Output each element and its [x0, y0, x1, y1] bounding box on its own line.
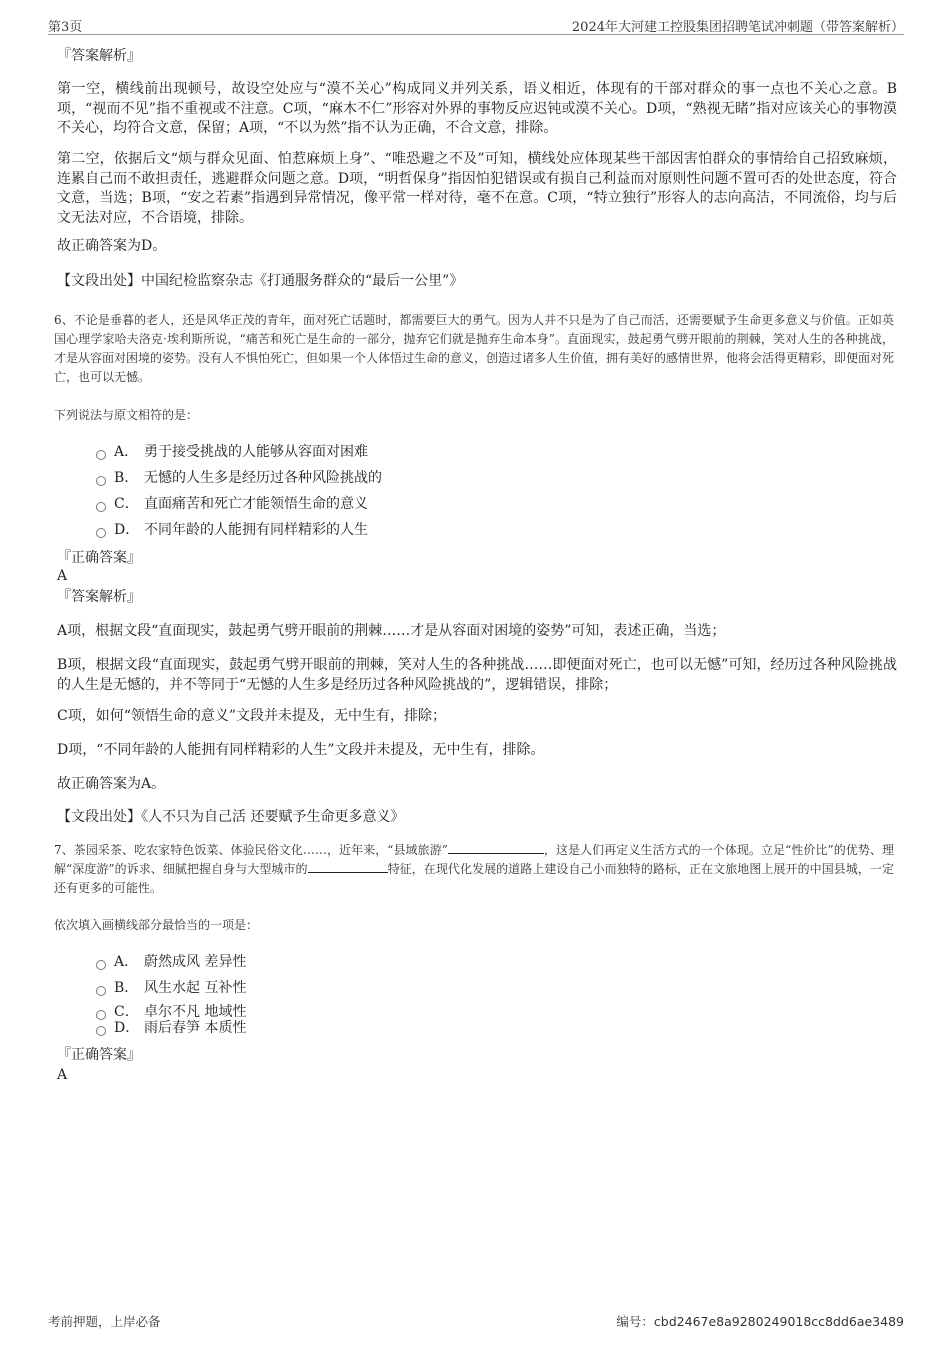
q6-analysis-b: B项，根据文段“直面现实，鼓起勇气劈开眼前的荆棘，笑对人生的各种挑战……即便面对死亡，也可以无憾”可知，经历过各种风险挑战的人生是无憾的，并不等同于“无憾的人生多是经历过各种风险挑战的”，逻辑错误，排除； — [57, 657, 897, 693]
footer-slogan: 考前押题，上岸必备 — [48, 1314, 161, 1329]
q6-answer-label: 『正确答案』 — [57, 550, 141, 566]
q6-analysis-c: C项，如何“领悟生命的意义”文段并未提及，无中生有，排除； — [57, 708, 447, 724]
q5-analysis-para-2: 第二空，依据后文“烦与群众见面、怕惹麻烦上身”、“唯恐避之不及”可知，横线处应体现某些干部因害怕群众的事情给自己招致麻烦，连累自己而不敢担责任，逃避群众问题之意。D项，“明哲保身”指因怕犯错误或有损自己利益而对原则性问题不置可否的处世态度，符合文意，当选；B项，“安之若素”指遇到异常情况，像平常一样对待，毫不在意。C项，“特立独行”形容人的志向高洁，不同流俗，均与后文无法对应，不合语境，排除。 — [57, 151, 897, 226]
q5-source: 【文段出处】中国纪检监察杂志《打通服务群众的“最后一公里”》 — [57, 273, 464, 289]
q6-option-b[interactable]: B． 无憾的人生多是经历过各种风险挑战的 — [96, 468, 382, 488]
q5-analysis-para-1: 第一空，横线前出现顿号，故设空处应与“漠不关心”构成同义并列关系，语义相近，体现有的干部对群众的事一点也不关心之意。B项，“视而不见”指不重视或不注意。C项，“麻木不仁”形容对外界的事物反应迟钝或漠不关心。D项，“熟视无睹”指对应该关心的事物漠不关心，均符合文意，保留；A项，“不以为然”指不认为正确，不合文意，排除。 — [57, 81, 897, 136]
q7-prompt: 依次填入画横线部分最恰当的一项是： — [54, 918, 259, 932]
radio-icon[interactable] — [96, 960, 106, 970]
q6-prompt: 下列说法与原文相符的是： — [54, 408, 199, 422]
q7-option-b[interactable]: B． 风生水起 互补性 — [96, 978, 246, 998]
document-title: 2024年大河建工控股集团招聘笔试冲刺题（带答案解析） — [571, 20, 904, 35]
q6-option-c[interactable]: C． 直面痛苦和死亡才能领悟生命的意义 — [96, 494, 368, 514]
radio-icon[interactable] — [96, 1026, 106, 1036]
radio-icon[interactable] — [96, 502, 106, 512]
q6-analysis-a: A项，根据文段“直面现实，鼓起勇气劈开眼前的荆棘……才是从容面对困境的姿势”可知，表述正确，当选； — [57, 623, 726, 639]
radio-icon[interactable] — [96, 528, 106, 538]
radio-icon[interactable] — [96, 450, 106, 460]
q7-option-d[interactable]: D． 雨后春笋 本质性 — [96, 1018, 246, 1038]
page-number: 第3页 — [48, 20, 83, 35]
q5-conclusion: 故正确答案为D。 — [57, 238, 167, 254]
fill-blank-1[interactable] — [448, 841, 544, 854]
q7-answer: A — [57, 1067, 68, 1083]
radio-icon[interactable] — [96, 476, 106, 486]
q6-answer: A — [57, 568, 68, 584]
fill-blank-2[interactable] — [308, 860, 388, 873]
q6-analysis-d: D项，“不同年龄的人能拥有同样精彩的人生”文段并未提及，无中生有，排除。 — [57, 742, 545, 758]
radio-icon[interactable] — [96, 986, 106, 996]
q5-analysis-label: 『答案解析』 — [57, 48, 141, 64]
q7-answer-label: 『正确答案』 — [57, 1047, 141, 1063]
document-code: 编号：cbd2467e8a9280249018cc8dd6ae3489 — [616, 1314, 904, 1329]
q6-analysis-label: 『答案解析』 — [57, 589, 141, 605]
q7-option-c[interactable]: C． 卓尔不凡 地域性 — [96, 1002, 246, 1022]
q7-stem: 7、茶园采茶、吃农家特色饭菜、体验民俗文化……，近年来，“县域旅游” ，这是人们再定义生活方式的一个体现。立足“性价比”的优势、理解“深度游”的诉求、细腻把握自身与大型城市的 特征，在现代化发展的道路上建设自己小而独特的路标，正在文旅地图上展开的中国县城，一定还有更多的可能性。 — [54, 843, 894, 895]
q6-option-a[interactable]: A． 勇于接受挑战的人能够从容面对困难 — [96, 442, 368, 462]
q6-conclusion: 故正确答案为A。 — [57, 776, 166, 792]
q6-option-d[interactable]: D． 不同年龄的人能拥有同样精彩的人生 — [96, 520, 368, 540]
q6-source: 【文段出处】《人不只为自己活 还要赋予生命更多意义》 — [57, 809, 405, 825]
q6-stem: 6、不论是垂暮的老人，还是风华正茂的青年，面对死亡话题时，都需要巨大的勇气。因为人并不只是为了自己而活，还需要赋予生命更多意义与价值。正如英国心理学家哈夫洛克·埃利斯所说，“痛苦和死亡是生命的一部分，抛弃它们就是抛弃生命本身”。直面现实，鼓起勇气劈开眼前的荆棘，笑对人生的各种挑战，才是从容面对困境的姿势。没有人不惧怕死亡，但如果一个人体悟过生命的意义，创造过诸多人生价值，拥有美好的感情世界，他将会活得更精彩，即便面对死亡，也可以无憾。 — [54, 313, 895, 384]
q7-option-a[interactable]: A． 蔚然成风 差异性 — [96, 952, 246, 972]
page-header — [48, 14, 904, 35]
